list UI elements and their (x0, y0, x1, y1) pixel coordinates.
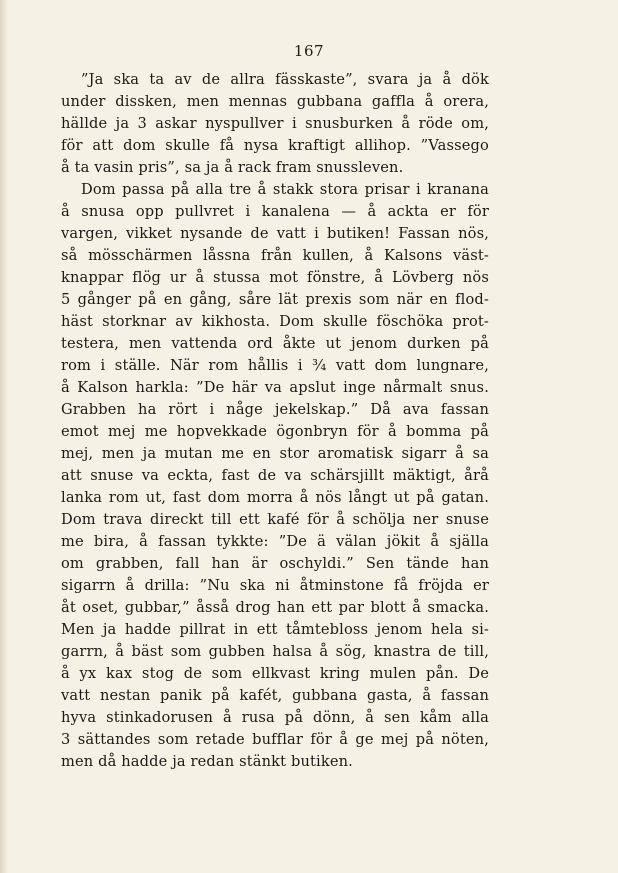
body-text (61, 69, 489, 773)
page-binding-edge (0, 0, 8, 873)
text-line: å Kalson harkla: ”De här va apslut inge nårmalt snus. (61, 379, 489, 396)
text-line: häst storknar av kikhosta. Dom skulle föschöka prot- (61, 313, 489, 330)
text-line: under dissken, men mennas gubbana gaffla å orera, (61, 93, 489, 110)
page-number: 167 (293, 42, 325, 60)
text-line: vargen, vikket nysande de vatt i butiken! Fassan nös, (61, 225, 489, 242)
text-line: åt oset, gubbar,” åsså drog han ett par blott å smacka. (61, 599, 489, 616)
text-line: men då hadde ja redan stänkt butiken. (61, 753, 353, 770)
text-line: lanka rom ut, fast dom morra å nös långt ut på gatan. (61, 489, 489, 506)
text-line: å snusa opp pullvret i kanalena — å ackta er för (61, 203, 489, 220)
text-line: Dom trava direckt till ett kafé för å schölja ner snuse (61, 511, 489, 528)
text-line: hällde ja 3 askar nyspullver i snusburken å röde om, (61, 115, 489, 132)
text-line: knappar flög ur å stussa mot fönstre, å Lövberg nös (61, 269, 489, 286)
text-line: å yx kax stog de som ellkvast kring mulen pån. De (61, 665, 489, 682)
text-line: emot mej me hopvekkade ögonbryn för å bomma på (61, 423, 489, 440)
text-line: hyva stinkadorusen å rusa på dönn, å sen kåm alla (61, 709, 489, 726)
text-line: att snuse va eckta, fast de va schärsjillt mäktigt, årå (61, 467, 489, 484)
text-line: testera, men vattenda ord åkte ut jenom durken på (61, 335, 489, 352)
text-line: Dom passa på alla tre å stakk stora prisar i kranana (81, 181, 489, 198)
text-line: å ta vasin pris”, sa ja å rack fram snussleven. (61, 159, 404, 176)
text-line: garrn, å bäst som gubben halsa å sög, knastra de till, (61, 643, 489, 660)
text-line: 5 gånger på en gång, såre lät prexis som när en flod- (61, 291, 489, 308)
text-line: Men ja hadde pillrat in ett tåmtebloss jenom hela si- (61, 621, 489, 638)
text-line: om grabben, fall han är oschyldi.” Sen tände han (61, 555, 489, 572)
text-line: me bira, å fassan tykkte: ”De ä välan jökit å själla (61, 533, 489, 550)
text-line: ”Ja ska ta av de allra fässkaste”, svara ja å dök (81, 71, 489, 88)
text-line: vatt nestan panik på kafét, gubbana gasta, å fassan (61, 687, 489, 704)
text-line: Grabben ha rört i någe jekelskap.” Då ava fassan (61, 401, 489, 418)
text-line: rom i ställe. När rom hållis i ¾ vatt dom lungnare, (61, 357, 489, 374)
text-line: för att dom skulle få nysa kraftigt allihop. ”Vassego (61, 137, 489, 154)
text-line: sigarrn å drilla: ”Nu ska ni åtminstone få fröjda er (61, 577, 489, 594)
text-line: mej, men ja mutan me en stor aromatisk sigarr å sa (61, 445, 489, 462)
text-line: så mösschärmen låssna från kullen, å Kalsons väst- (61, 247, 489, 264)
text-line: 3 sättandes som retade bufflar för å ge mej på nöten, (61, 731, 489, 748)
